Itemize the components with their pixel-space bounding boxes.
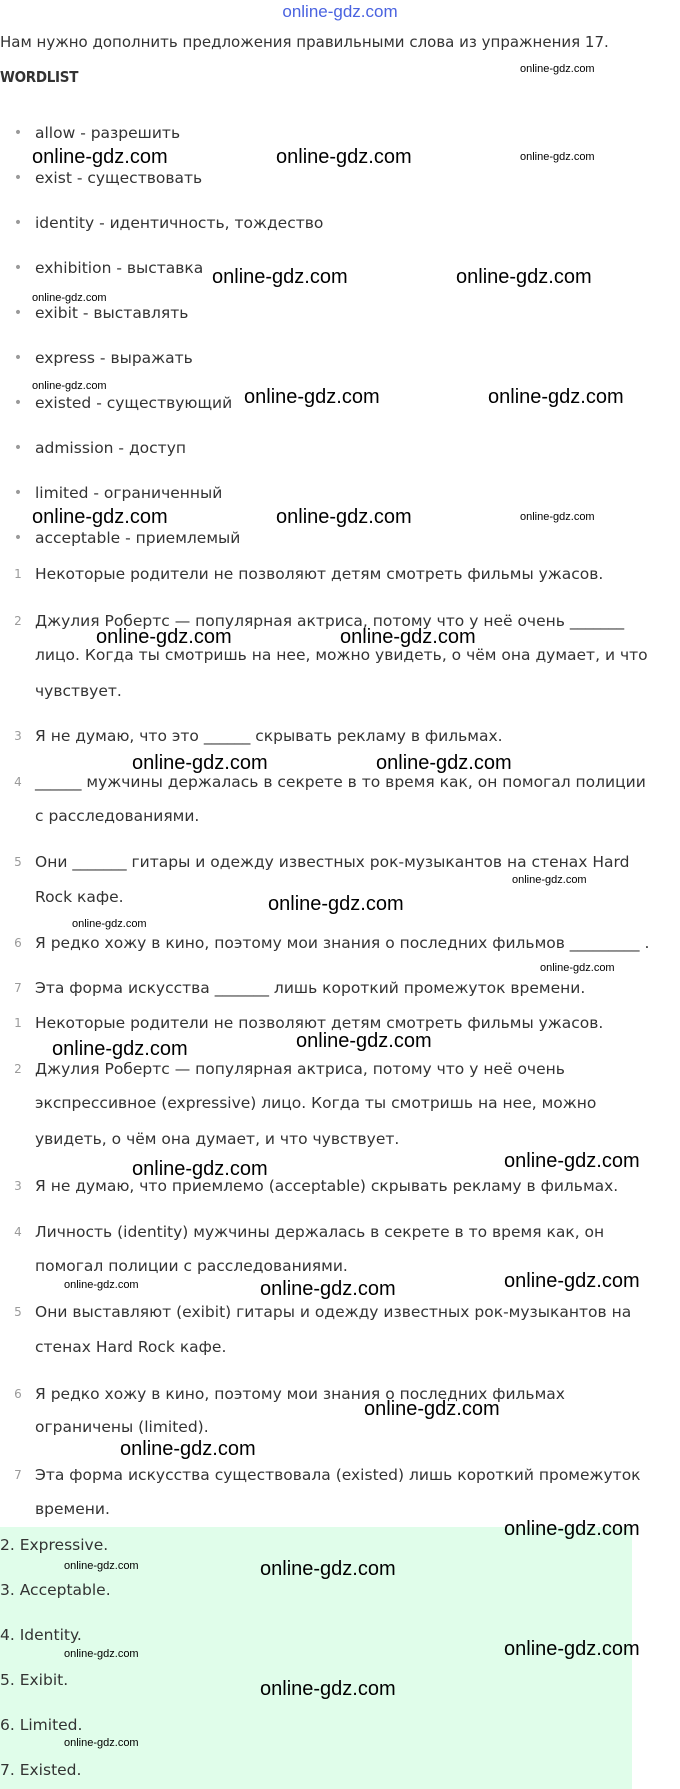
watermark: online-gdz.com — [456, 266, 592, 288]
exercise-line: чувствует. — [35, 682, 122, 700]
solution-line: увидеть, о чём она думает, и что чувствует. — [35, 1130, 400, 1148]
exercise-line: с расследованиями. — [35, 807, 200, 825]
bullet-icon: • — [13, 305, 23, 321]
item-number: 1 — [14, 567, 22, 581]
answer-item: 7. Existed. — [0, 1761, 82, 1779]
watermark: online-gdz.com — [212, 266, 348, 288]
watermark: online-gdz.com — [32, 292, 107, 304]
watermark: online-gdz.com — [512, 874, 587, 886]
watermark: online-gdz.com — [340, 626, 476, 648]
watermark: online-gdz.com — [296, 1030, 432, 1052]
watermark: online-gdz.com — [32, 506, 168, 528]
wordlist-heading: WORDLIST — [0, 68, 79, 86]
item-number: 4 — [14, 775, 22, 789]
watermark: online-gdz.com — [268, 893, 404, 915]
exercise-line: Rock кафе. — [35, 888, 124, 906]
item-number: 2 — [14, 1062, 22, 1076]
item-number: 1 — [14, 1016, 22, 1030]
watermark: online-gdz.com — [132, 1158, 268, 1180]
solution-line: стенах Hard Rock кафе. — [35, 1338, 227, 1356]
bullet-icon: • — [13, 215, 23, 231]
watermark: online-gdz.com — [504, 1638, 640, 1660]
exercise-line: лицо. Когда ты смотришь на нее, можно увидеть, о чём она думает, и что — [35, 646, 648, 664]
item-number: 7 — [14, 981, 22, 995]
solution-line: ограничены (limited). — [35, 1418, 209, 1436]
watermark: online-gdz.com — [540, 962, 615, 974]
answer-item: 4. Identity. — [0, 1626, 82, 1644]
watermark: online-gdz.com — [244, 386, 380, 408]
watermark: online-gdz.com — [64, 1279, 139, 1291]
watermark: online-gdz.com — [520, 511, 595, 523]
answer-item: 5. Exibit. — [0, 1671, 69, 1689]
watermark: online-gdz.com — [64, 1648, 139, 1660]
watermark: online-gdz.com — [488, 386, 624, 408]
watermark: online-gdz.com — [120, 1438, 256, 1460]
watermark: online-gdz.com — [376, 752, 512, 774]
answer-item: 3. Acceptable. — [0, 1581, 111, 1599]
item-number: 3 — [14, 729, 22, 743]
watermark: online-gdz.com — [32, 146, 168, 168]
top-watermark: online-gdz.com — [282, 2, 398, 21]
bullet-icon: • — [13, 485, 23, 501]
watermark: online-gdz.com — [96, 626, 232, 648]
item-number: 6 — [14, 1387, 22, 1401]
item-number: 5 — [14, 1305, 22, 1319]
watermark: online-gdz.com — [260, 1678, 396, 1700]
watermark: online-gdz.com — [260, 1278, 396, 1300]
watermark: online-gdz.com — [364, 1398, 500, 1420]
bullet-icon: • — [13, 170, 23, 186]
solution-line: помогал полиции с расследованиями. — [35, 1257, 348, 1275]
watermark: online-gdz.com — [504, 1518, 640, 1540]
item-number: 4 — [14, 1225, 22, 1239]
answer-item: 6. Limited. — [0, 1716, 83, 1734]
watermark: online-gdz.com — [520, 151, 595, 163]
watermark: online-gdz.com — [520, 63, 595, 75]
answer-item: 2. Expressive. — [0, 1536, 109, 1554]
watermark: online-gdz.com — [260, 1558, 396, 1580]
item-number: 3 — [14, 1179, 22, 1193]
item-number: 5 — [14, 855, 22, 869]
intro-text: Нам нужно дополнить предложения правильными слова из упражнения 17. — [0, 33, 609, 51]
bullet-icon: • — [13, 350, 23, 366]
item-number: 7 — [14, 1468, 22, 1482]
bullet-icon: • — [13, 125, 23, 141]
watermark: online-gdz.com — [52, 1038, 188, 1060]
watermark: online-gdz.com — [504, 1270, 640, 1292]
bullet-icon: • — [13, 395, 23, 411]
bullet-icon: • — [13, 530, 23, 546]
bullet-icon: • — [13, 260, 23, 276]
solution-line: времени. — [35, 1500, 110, 1518]
watermark: online-gdz.com — [64, 1737, 139, 1749]
solution-line: экспрессивное (expressive) лицо. Когда ты смотришь на нее, можно — [35, 1094, 597, 1112]
item-number: 2 — [14, 614, 22, 628]
watermark: online-gdz.com — [72, 918, 147, 930]
watermark: online-gdz.com — [276, 506, 412, 528]
watermark: online-gdz.com — [504, 1150, 640, 1172]
bullet-icon: • — [13, 440, 23, 456]
item-number: 6 — [14, 936, 22, 950]
watermark: online-gdz.com — [132, 752, 268, 774]
watermark: online-gdz.com — [64, 1560, 139, 1572]
watermark: online-gdz.com — [32, 380, 107, 392]
watermark: online-gdz.com — [276, 146, 412, 168]
